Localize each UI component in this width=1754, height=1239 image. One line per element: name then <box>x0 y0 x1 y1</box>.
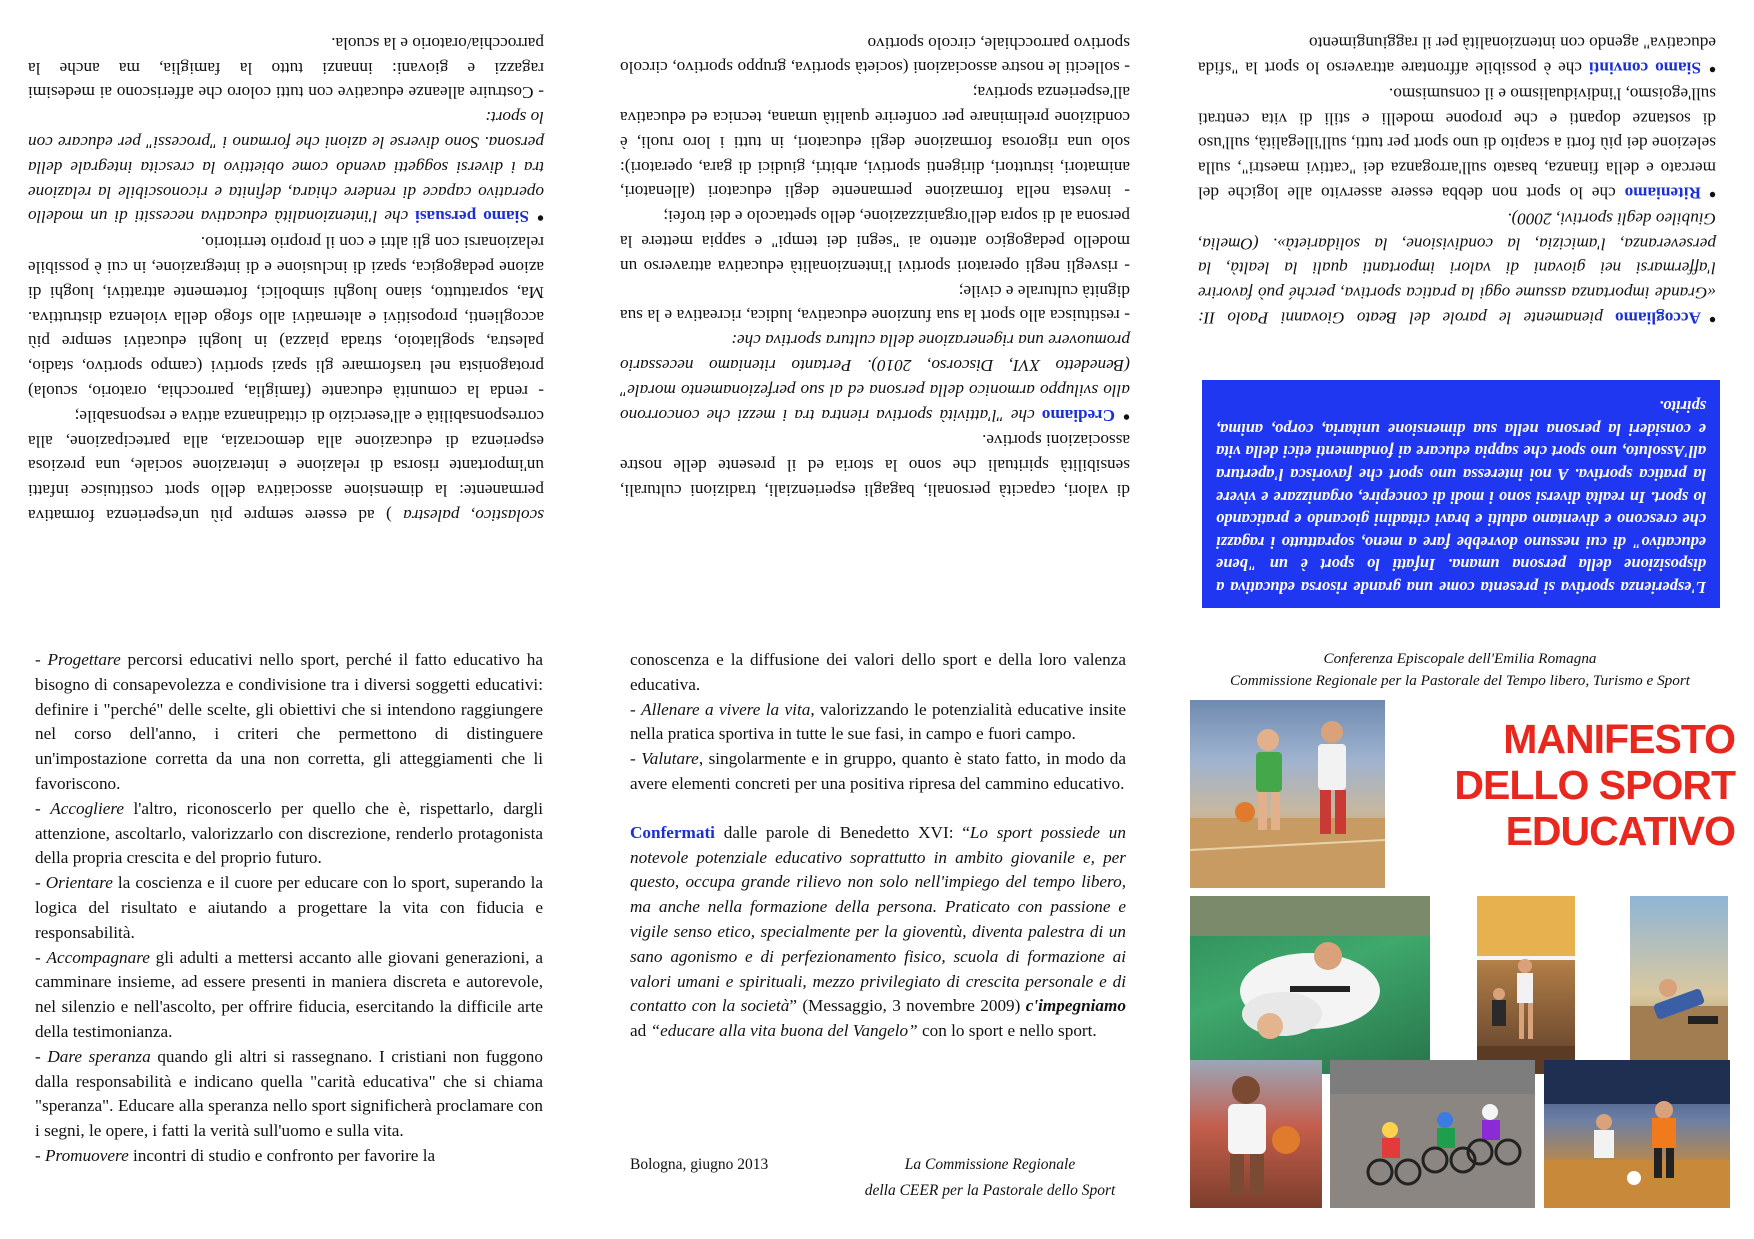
action-item-promuovere: - Promuovere incontri di studio e confronto per favorire la <box>35 1145 436 1165</box>
basketball-kids-photo <box>1190 700 1385 888</box>
action-item-orientare: - Orientare la coscienza e il cuore per educare con lo sport, superando la logica del risultato e aiutando a progettare la vita con fiducia e responsabilità. <box>35 873 543 942</box>
action-item-allenare: - Allenare a vivere la vita, valorizzando le potenzialità educative insite nella pratica sportiva in tutte le sue fasi, in campo e fuori campo. <box>630 699 1127 744</box>
title-line-3: EDUCATIVO <box>1505 808 1735 854</box>
title-line-1: MANIFESTO <box>1503 716 1735 762</box>
intro-text: L'esperienza sportiva si presenta come una grande risorsa educativa a disposizione della persona umana. Infatti lo sport è un "bene educativo" di cui nessuno dovrebbe fare a meno, soprattutto i ragazzi che crescono e diventano adulti e bravi cittadini giocando e praticando lo sport. In realtà diversi sono i modi di concepire, organizzare e vivere la pratica sportiva. A noi interessa uno sport che favorisca l'apertura all'Assoluto, uno sport che sappia educare ai fondamenti etici della vita e consideri la persona nella sua dimensione unitaria, corpo, anima, spirito. <box>1216 397 1706 597</box>
place-date: Bologna, giugno 2013 <box>630 1156 769 1173</box>
top-mid-paragraph-6: - solleciti le nostre associazioni (società sportiva, gruppo sportivo, circolo sportivo parrocchiale, circolo sportivo <box>620 33 1130 78</box>
top-right-paragraph-1: • Accogliamo pienamente le parole del Beato Giovanni Paolo II: «Grande importanza assume oggi la pratica sportiva, perché può favorire l'affermarsi nei giovani di valori importanti quali la lealtà, la perseveranza, l'amicizia, la condivisione, la solidarietà». (Omelia, Giubileo degli sportivi, 2000). <box>1198 206 1716 331</box>
organization-line-2: Commissione Regionale per la Pastorale del Tempo libero, Turismo e Sport <box>1230 671 1690 689</box>
fall-photo <box>1630 896 1728 1074</box>
signature-line-2: della CEER per la Pastorale dello Sport <box>864 1182 1116 1199</box>
action-item-progettare: - Progettare percorsi educativi nello sport, perché il fatto educativo ha bisogno di consapevolezza e condivisione tra i diversi soggetti educativi: definire i "perché" delle scelte, gli obiettivi che si intendono raggiungere nel corso dell'anno, i criteri che permettono di distinguere un'impostazione corretta da una non corretta, gli atteggiamenti che li favoriscono. <box>35 650 544 793</box>
top-left-paragraph-1: scolastico, palestra ) ad essere sempre più un'esperienza formativa permanente: la dimensione associativa dello sport costituisce infatti un'importante risorsa di relazione e interazione sociale, una preziosa esperienza di educazione alla democrazia, alla partecipazione, alla corresponsabilità e all'esercizio di cittadinanza attiva e responsabile; <box>28 406 544 525</box>
cycling-photo <box>1330 1060 1535 1208</box>
top-mid-paragraph-2: • Crediamo che "l'attività sportiva rientra tra i mezzi che concorrono allo sviluppo armonico della persona ed al suo perfezionamento morale" (Benedetto XVI, Discorso, 2010). Pertanto riteniamo necessario promuovere una rigenerazione della cultura sportiva che: <box>620 328 1130 428</box>
bottom-mid-paragraph-1: conoscenza e la diffusione dei valori dello sport e della loro valenza educativa. <box>630 650 1126 694</box>
girl-basketball-photo <box>1190 1060 1322 1208</box>
action-item-dare-speranza: - Dare speranza quando gli altri si rassegnano. I cristiani non fuggono dalla responsabilità e indicano quella "carità educativa" che si chiama "speranza". Educare alla speranza nello sport significherà proclamare con i segni, le opere, i fatti la verità sull'uomo e sulla vita. <box>35 1046 543 1141</box>
volleyball-photo <box>1477 896 1575 1074</box>
top-mid-paragraph-4: - risvegli negli operatori sportivi l'intenzionalità educativa attraverso un modello pedagogico attento ai "segni dei tempi" e sappia mettere la persona al di sopra dell'organizzazione, dello spettacolo e dei trofei; <box>620 207 1130 276</box>
signature-line-1: La Commissione Regionale <box>904 1156 1076 1173</box>
signature-commission <box>850 1152 1130 1204</box>
futsal-photo <box>1544 1060 1730 1208</box>
top-right-column <box>1198 30 1716 331</box>
top-mid-paragraph-5: - investa nella formazione permanente degli educatori (allenatori, animatori, istruttori, dirigenti sportivi, arbitri, giudici di gara, operatori): solo una rigorosa formazione degli educatori, in tutti i loro ruoli, è condizione preliminare per conferire qualità umana, tecnica ed educativa all'esperienza sportiva; <box>620 83 1130 202</box>
top-left-column <box>28 30 544 527</box>
action-item-valutare: - Valutare, singolarmente e in gruppo, quanto è stato fatto, in modo da avere elementi concreti per una positiva ripresa del cammino educativo. <box>630 749 1126 793</box>
top-left-paragraph-3: • Siamo persuasi che l'intenzionalità educativa necessiti di un modello operativo capace di rendere chiara, definita e riconoscibile la relazione tra i diversi soggetti avendo come obiettivo la crescita integrale della persona. Sono diverse le azioni che formano i "processi" per educare con lo sport: <box>28 104 544 229</box>
judo-photo <box>1190 896 1430 1074</box>
title-line-2: DELLO SPORT <box>1454 762 1735 808</box>
confermati-paragraph: Confermati dalle parole di Benedetto XVI: “Lo sport possiede un notevole potenziale educativo soprattutto in ambito giovanile e, per questo, occupa grande rilievo non solo nell'impiego del tempo libero, ma anche nella formazione della persona. Praticato con passione e vigile senso etico, specialmente per la gioventù, diventa palestra di un sano agonismo e di perfezionamento fisico, scuola di formazione ai valori umani e spirituali, mezzo privilegiato di crescita personale e di contatto con la società” (Messaggio, 3 novembre 2009) c'impegniamo ad “educare alla vita buona del Vangelo” con lo sport e nello sport. <box>630 822 1126 1041</box>
bottom-left-column <box>35 648 543 1169</box>
top-mid-paragraph-1: di valori, capacità personali, bagagli esperienziali, tradizioni culturali, sensibilità spirituali che sono la storia ed il presente delle nostre associazioni sportive. <box>620 431 1130 501</box>
top-middle-column <box>620 30 1130 502</box>
action-item-accogliere: - Accogliere l'altro, riconoscerlo per quello che è, rispettarlo, dargli attenzione, ascoltarlo, valorizzarlo con discrezione, renderlo protagonista della propria crescita e del proprio futuro. <box>35 798 543 868</box>
organization-line-1: Conferenza Episcopale dell'Emilia Romagna <box>1323 650 1597 667</box>
top-left-paragraph-4: - Costruire alleanze educative con tutti coloro che afferiscono ai medesimi ragazzi e giovani: innanzi tutto la famiglia, ma anche la parrocchia/oratorio e la scuola. <box>28 33 544 103</box>
bottom-middle-column <box>630 648 1126 1044</box>
top-right-paragraph-2: • Riteniamo che lo sport non debba essere asservito alle logiche del mercato e della finanza, basato sull'arroganza dei "cattivi maestri", sulla selezione dei più forti a scapito di uno sport per tutti, sull'illegalità, sull'uso di sostanze dopanti e che propone modelli e stili di vita centrati sull'egoismo, l'individualismo e il consumismo. <box>1198 81 1716 206</box>
top-right-paragraph-3: • Siamo convinti che è possibile affrontare attraverso lo sport la "sfida educativa" agendo con intenzionalità per il raggiungimento <box>1198 30 1716 81</box>
cover-organization <box>1190 648 1730 691</box>
action-item-accompagnare: - Accompagnare gli adulti a mettersi accanto alle giovani generazioni, a camminare insieme, ad essere presenti in maniera discreta e autorevole, nel silenzio e nell'ascolto, per offrire fiducia, esercitando la difficile arte della testimonianza. <box>35 947 543 1041</box>
top-left-paragraph-2: - renda la comunità educante (famiglia, parrocchia, oratorio, scuola) protagonista nel trasformare gli spazi sportivi (campo sportivo, stadio, palestra, spogliatoio, strada piazza) in luoghi educativi sempre più accoglienti, propositivi e alternativi allo sfogo della violenza distruttiva. Ma, soprattutto, siano luoghi simbolici, fortemente attrattivi, luoghi di azione pedagogica, spazi di inclusione e di integrazione, in cui è possibile relazionarsi con gli altri e con il proprio territorio. <box>28 233 544 401</box>
top-mid-paragraph-3: - restituisca allo sport la sua funzione educativa, ludica, ricreativa e la sua dignità culturale e civile; <box>620 281 1130 326</box>
cover-title <box>1410 716 1735 854</box>
intro-blue-box <box>1202 380 1720 608</box>
